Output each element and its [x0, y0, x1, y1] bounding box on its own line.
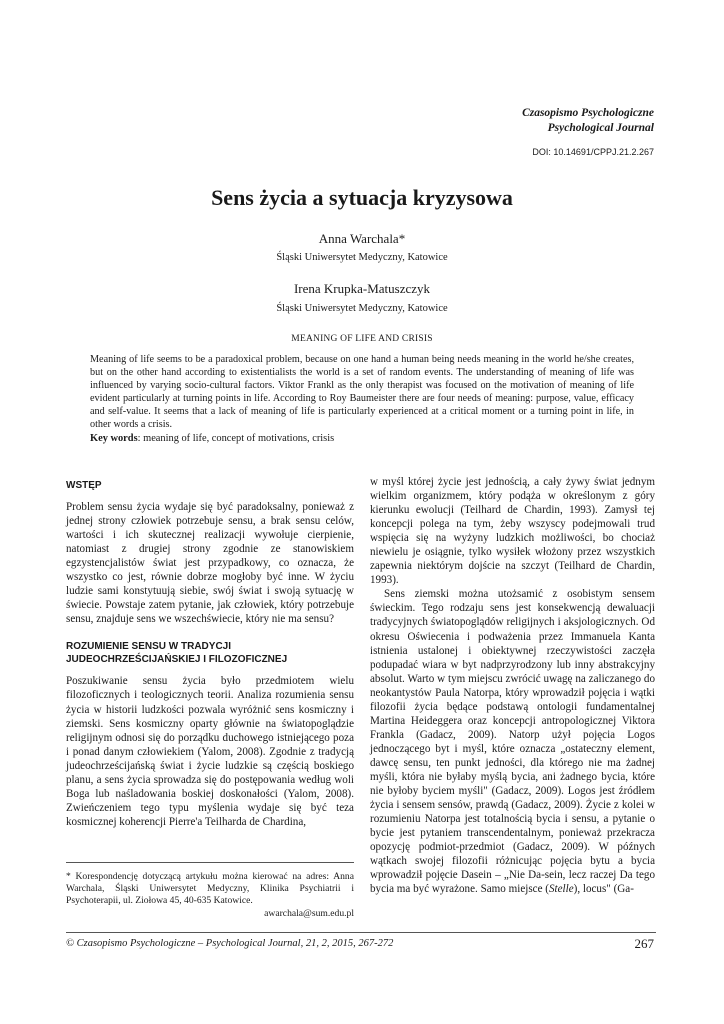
footer-citation: © Czasopismo Psychologiczne – Psychological Journal, 21, 2, 2015, 267-272 — [66, 938, 394, 949]
footer-divider — [66, 932, 656, 933]
paragraph-intro: Problem sensu życia wydaje się być paradoksalny, ponieważ z jednej strony człowiek potrzebuje sensu, a brak sensu celów, wartości i ich skutecznej realizacji wywołuje cierpienie, natomiast z drugiej strony zgodnie ze stanowiskiem egzystencjalistów świat jest przypadkowy, co oznacza, że wszystko co jest, równie dobrze mogłoby być inne. W życiu ludzie sami konstytuują siebie, swój świat i swoją sytuację w świecie. Powstaje zatem pytanie, jak człowiek, który potrzebuje sensu, znajduje sens we wszechświecie, który nie ma sensu? — [66, 501, 354, 626]
paragraph-earthly-sense — [370, 587, 655, 896]
page-number: 267 — [634, 936, 654, 951]
keywords-label: Key words — [90, 433, 138, 444]
doi: DOI: 10.14691/CPPJ.21.2.267 — [532, 147, 654, 157]
paragraph-earthly-sense-text: Sens ziemski można utożsamić z osobistym sensem świeckim. Tego rodzaju sens jest konsekwencją dewaluacji tradycyjnych światopoglądów religijnych i aksjologicznych. Od okresu Oświecenia i podważenia przez Immanuela Kanta istnienia ustalonej i obiektywnej rzeczywistości zaczęła podupadać wiara w byt nadprzyrodzony lub inny abstrakcyjny absolut. Warto w tym miejscu zwrócić uwagę na zaliczanego do neokantystów Paula Natorpa, który wprowadził pojęcia i wątki filozofii życia będące podstawą ontologii fundamentalnej Martina Heideggera oraz koncepcji antropologicznej Viktora Frankla (Gadacz, 2009). Natorp użył pojęcia Logos jednoczącego byt i myśl, które oznacza „ostateczny element, dawcę sensu, ten punkt jedności, dla którego nie ma żadnej myśli, która nie byłaby myślą bycia, ani żadnego bycia, które nie byłoby byciem myśli" (Gadacz, 2009). Logos jest źródłem życia i sensem sensów, prawdą (Gadacz, 2009). Życie z kolei w rozumieniu Natorpa jest totalnością bycia i sensu, a pytanie o bycie jest pytaniem transcendentalnym, ponieważ przekracza opozycję podmiot-przedmiot (Gadacz, 2009). W późnych wątkach swojej filozofii różnicując pojęcia bytu a bycia wprowadził pojęcie Dasein – „Nie Da-sein, lecz raczej Da tego bycia ma być wyrażone. Samo miejsce ( — [370, 588, 655, 896]
footnote-email: awarchala@sum.edu.pl — [264, 908, 354, 919]
paragraph-earthly-sense-end: ), locus" (Ga- — [573, 883, 634, 896]
journal-name-english: Psychological Journal — [547, 122, 654, 134]
paragraph-tradition: Poszukiwanie sensu życia było przedmiotem wielu filozoficznych i teologicznych teorii. Analiza rozumienia sensu życia w historii ludzkości pozwala wyróżnić sens kosmiczny i ziemski. Sens kosmiczny oparty głównie na światopoglądzie religijnym odnosi się do porządku duchowego istniejącego poza i ponad danym człowiekiem (Yalom, 2008). Zgodnie z tradycją judeochrześcijańską świat i życie ludzkie są częścią boskiego planu, a sens życia sprowadza się do postępowania według woli Boga lub naśladowania boskiej doskonałości (Yalom, 2008). Zwieńczeniem tego typu myślenia wydaje się być teza kosmicznej koherencji Pierre'a Teilharda de Chardina, — [66, 675, 354, 828]
italic-term: Stelle — [548, 883, 574, 896]
article-title: Sens życia a sytuacja kryzysowa — [211, 185, 513, 210]
section-heading-intro: WSTĘP — [66, 480, 102, 491]
journal-name — [522, 106, 654, 136]
right-column — [370, 475, 655, 896]
author-1-name: Anna Warchala* — [318, 231, 406, 246]
paragraph-teilhard: w myśl której życie jest jednością, a cały żywy świat jednym wielkim organizmem, który podąża w określonym z góry kierunku ewolucji (Teilhard de Chardin, 1993). Zamysł tej koncepcji polega na tym, żeby wszyscy podejmowali trud wspięcia się na wyżyny ludzkich możliwości, bo chociaż niewielu je osiągnie, tylko wysiłek włożony przez wszystkich zapewnia niektórym dojście na szczyt (Teilhard de Chardin, 1993). — [370, 476, 655, 587]
footnote-text: * Korespondencję dotyczącą artykułu można kierować na adres: Anna Warchala, Śląski Uniwersytet Medyczny, Klinika Psychiatrii i Psychoterapii, ul. Ziołowa 45, 40-635 Katowice. — [66, 871, 354, 907]
abstract-heading: MEANING OF LIFE AND CRISIS — [291, 334, 433, 344]
journal-name-polish: Czasopismo Psychologiczne — [522, 107, 654, 119]
abstract-text: Meaning of life seems to be a paradoxical problem, because on one hand a human being needs meaning in the world he/she creates, but on the other hand according to existentialists the world is a set of random events. The understanding of meaning of life was influenced by varying socio-cultural factors. Viktor Frankl as the only therapist was focused on the motivation of meaning of life evident particularly at turning points in life. According to Roy Baumeister there are four needs of meaning: purpose, value, efficacy and self-value. It seems that a lack of meaning of life is particularly experienced at a critical moment or a turning point in life, in other words a crisis. — [90, 354, 634, 431]
keywords — [90, 433, 650, 444]
author-2-affiliation: Śląski Uniwersytet Medyczny, Katowice — [276, 303, 448, 314]
footnote-divider — [66, 862, 354, 863]
keywords-list: : meaning of life, concept of motivations, crisis — [137, 433, 335, 444]
author-2-name: Irena Krupka-Matuszczyk — [293, 281, 431, 296]
author-1-affiliation: Śląski Uniwersytet Medyczny, Katowice — [276, 252, 448, 263]
left-column — [66, 475, 354, 829]
section-heading-tradition: ROZUMIENIE SENSU W TRADYCJI JUDEOCHRZEŚCIJAŃSKIEJ I FILOZOFICZNEJ — [66, 641, 288, 666]
